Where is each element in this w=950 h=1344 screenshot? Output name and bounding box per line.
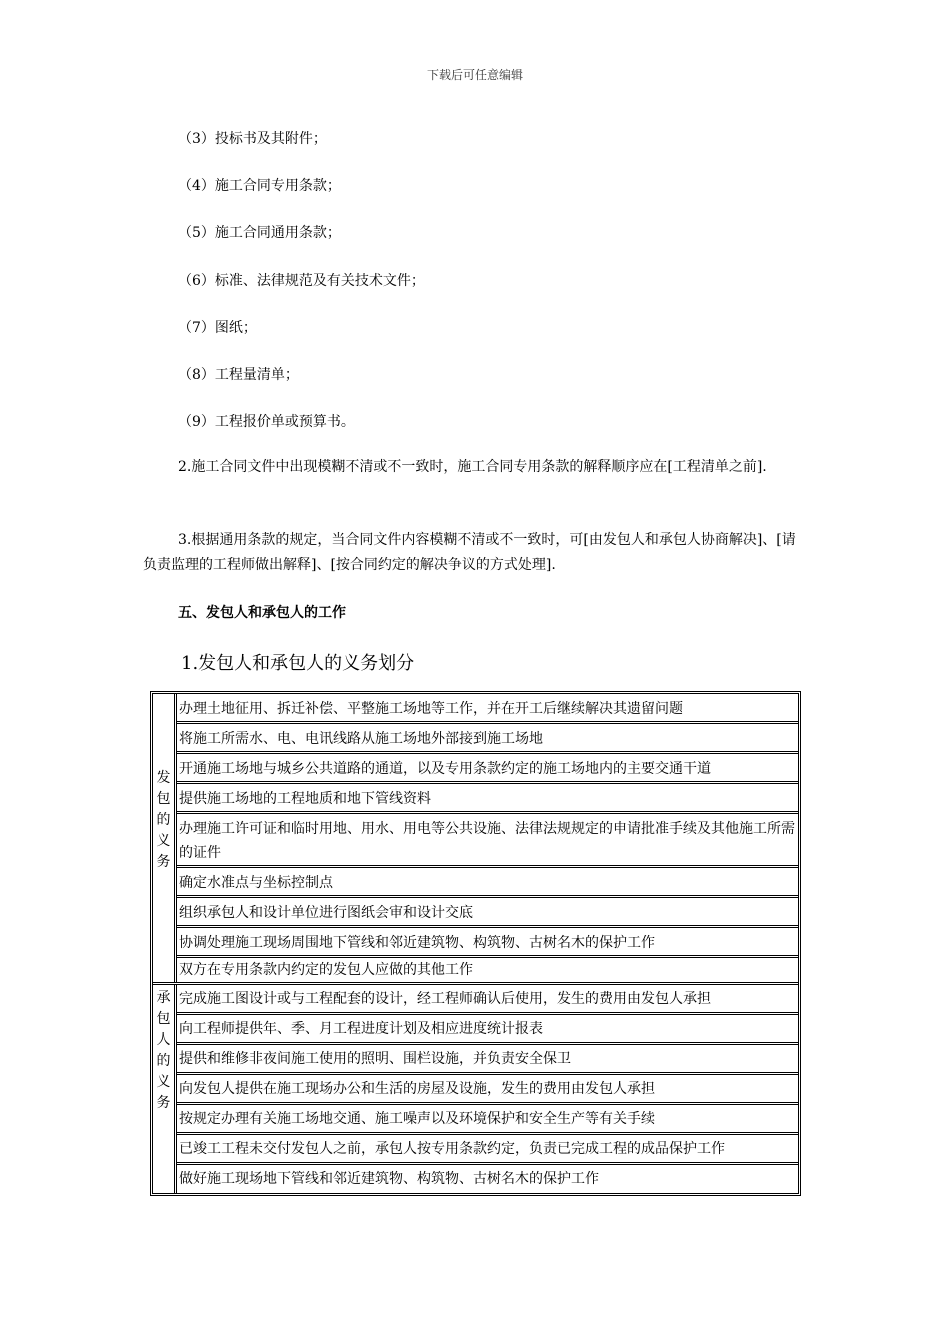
paragraph-3: 3.根据通用条款的规定，当合同文件内容模糊不清或不一致时，可[由发包人和承包人协商解决]、[请负责监理的工程师做出解释]、[按合同约定的解决争议的方式处理].	[143, 532, 796, 573]
table-row: 办理土地征用、拆迁补偿、平整施工场地等工作，并在开工后继续解决其遗留问题	[177, 694, 798, 724]
list-item: （9）工程报价单或预算书。	[178, 414, 355, 430]
section-title: 五、发包人和承包人的工作	[178, 605, 346, 621]
subheading: 1.发包人和承包人的义务划分	[181, 653, 415, 674]
contractor-group	[153, 982, 798, 1193]
table-row: 双方在专用条款内约定的发包人应做的其他工作	[179, 962, 473, 978]
paragraph-2: 2.施工合同文件中出现模糊不清或不一致时，施工合同专用条款的解释顺序应在[工程清单之前].	[178, 459, 767, 475]
table-row: 做好施工现场地下管线和邻近建筑物、构筑物、古树名木的保护工作	[179, 1171, 599, 1187]
table-row: 组织承包人和设计单位进行图纸会审和设计交底	[177, 898, 798, 928]
label-char: 的	[156, 812, 171, 828]
label-char: 义	[156, 833, 171, 849]
list-item: （7）图纸；	[178, 320, 257, 336]
table-row: 向工程师提供年、季、月工程进度计划及相应进度统计报表	[177, 1015, 798, 1045]
contractor-label	[153, 985, 177, 1193]
label-char: 承	[156, 990, 171, 1006]
table-row: 按规定办理有关施工场地交通、施工噪声以及环境保护和安全生产等有关手续	[177, 1105, 798, 1135]
employer-label	[153, 694, 177, 982]
page-header: 下载后可任意编辑	[426, 68, 523, 82]
label-char: 务	[156, 854, 171, 870]
label-char: 务	[156, 1095, 171, 1111]
table-row: 提供和维修非夜间施工使用的照明、围栏设施，并负责安全保卫	[177, 1045, 798, 1075]
label-char: 义	[156, 1074, 171, 1090]
label-char: 包	[156, 1011, 171, 1027]
label-char: 包	[156, 791, 171, 807]
table-row: 已竣工工程未交付发包人之前，承包人按专用条款约定，负责已完成工程的成品保护工作	[177, 1135, 798, 1165]
table-row: 向发包人提供在施工现场办公和生活的房屋及设施，发生的费用由发包人承担	[177, 1075, 798, 1105]
employer-group	[153, 694, 798, 982]
list-item: （3）投标书及其附件；	[178, 131, 327, 147]
table-row: 确定水准点与坐标控制点	[177, 868, 798, 898]
list-item: （8）工程量清单；	[178, 367, 299, 383]
table-row: 完成施工图设计或与工程配套的设计，经工程师确认后使用，发生的费用由发包人承担	[177, 985, 798, 1015]
label-char: 的	[156, 1053, 171, 1069]
table-row: 提供施工场地的工程地质和地下管线资料	[177, 784, 798, 814]
list-item: （5）施工合同通用条款；	[178, 225, 341, 241]
table-row: 开通施工场地与城乡公共道路的通道，以及专用条款约定的施工场地内的主要交通干道	[177, 754, 798, 784]
table-row: 办理施工许可证和临时用地、用水、用电等公共设施、法律法规规定的申请批准手续及其他施工所需的证件	[177, 814, 798, 868]
label-char: 发	[156, 770, 171, 786]
list-item: （6）标准、法律规范及有关技术文件；	[178, 273, 425, 289]
table-row: 将施工所需水、电、电讯线路从施工场地外部接到施工场地	[177, 724, 798, 754]
label-char: 人	[156, 1032, 171, 1048]
obligations-table	[150, 691, 801, 1196]
list-item: （4）施工合同专用条款；	[178, 178, 341, 194]
table-row: 协调处理施工现场周围地下管线和邻近建筑物、构筑物、古树名木的保护工作	[177, 928, 798, 958]
